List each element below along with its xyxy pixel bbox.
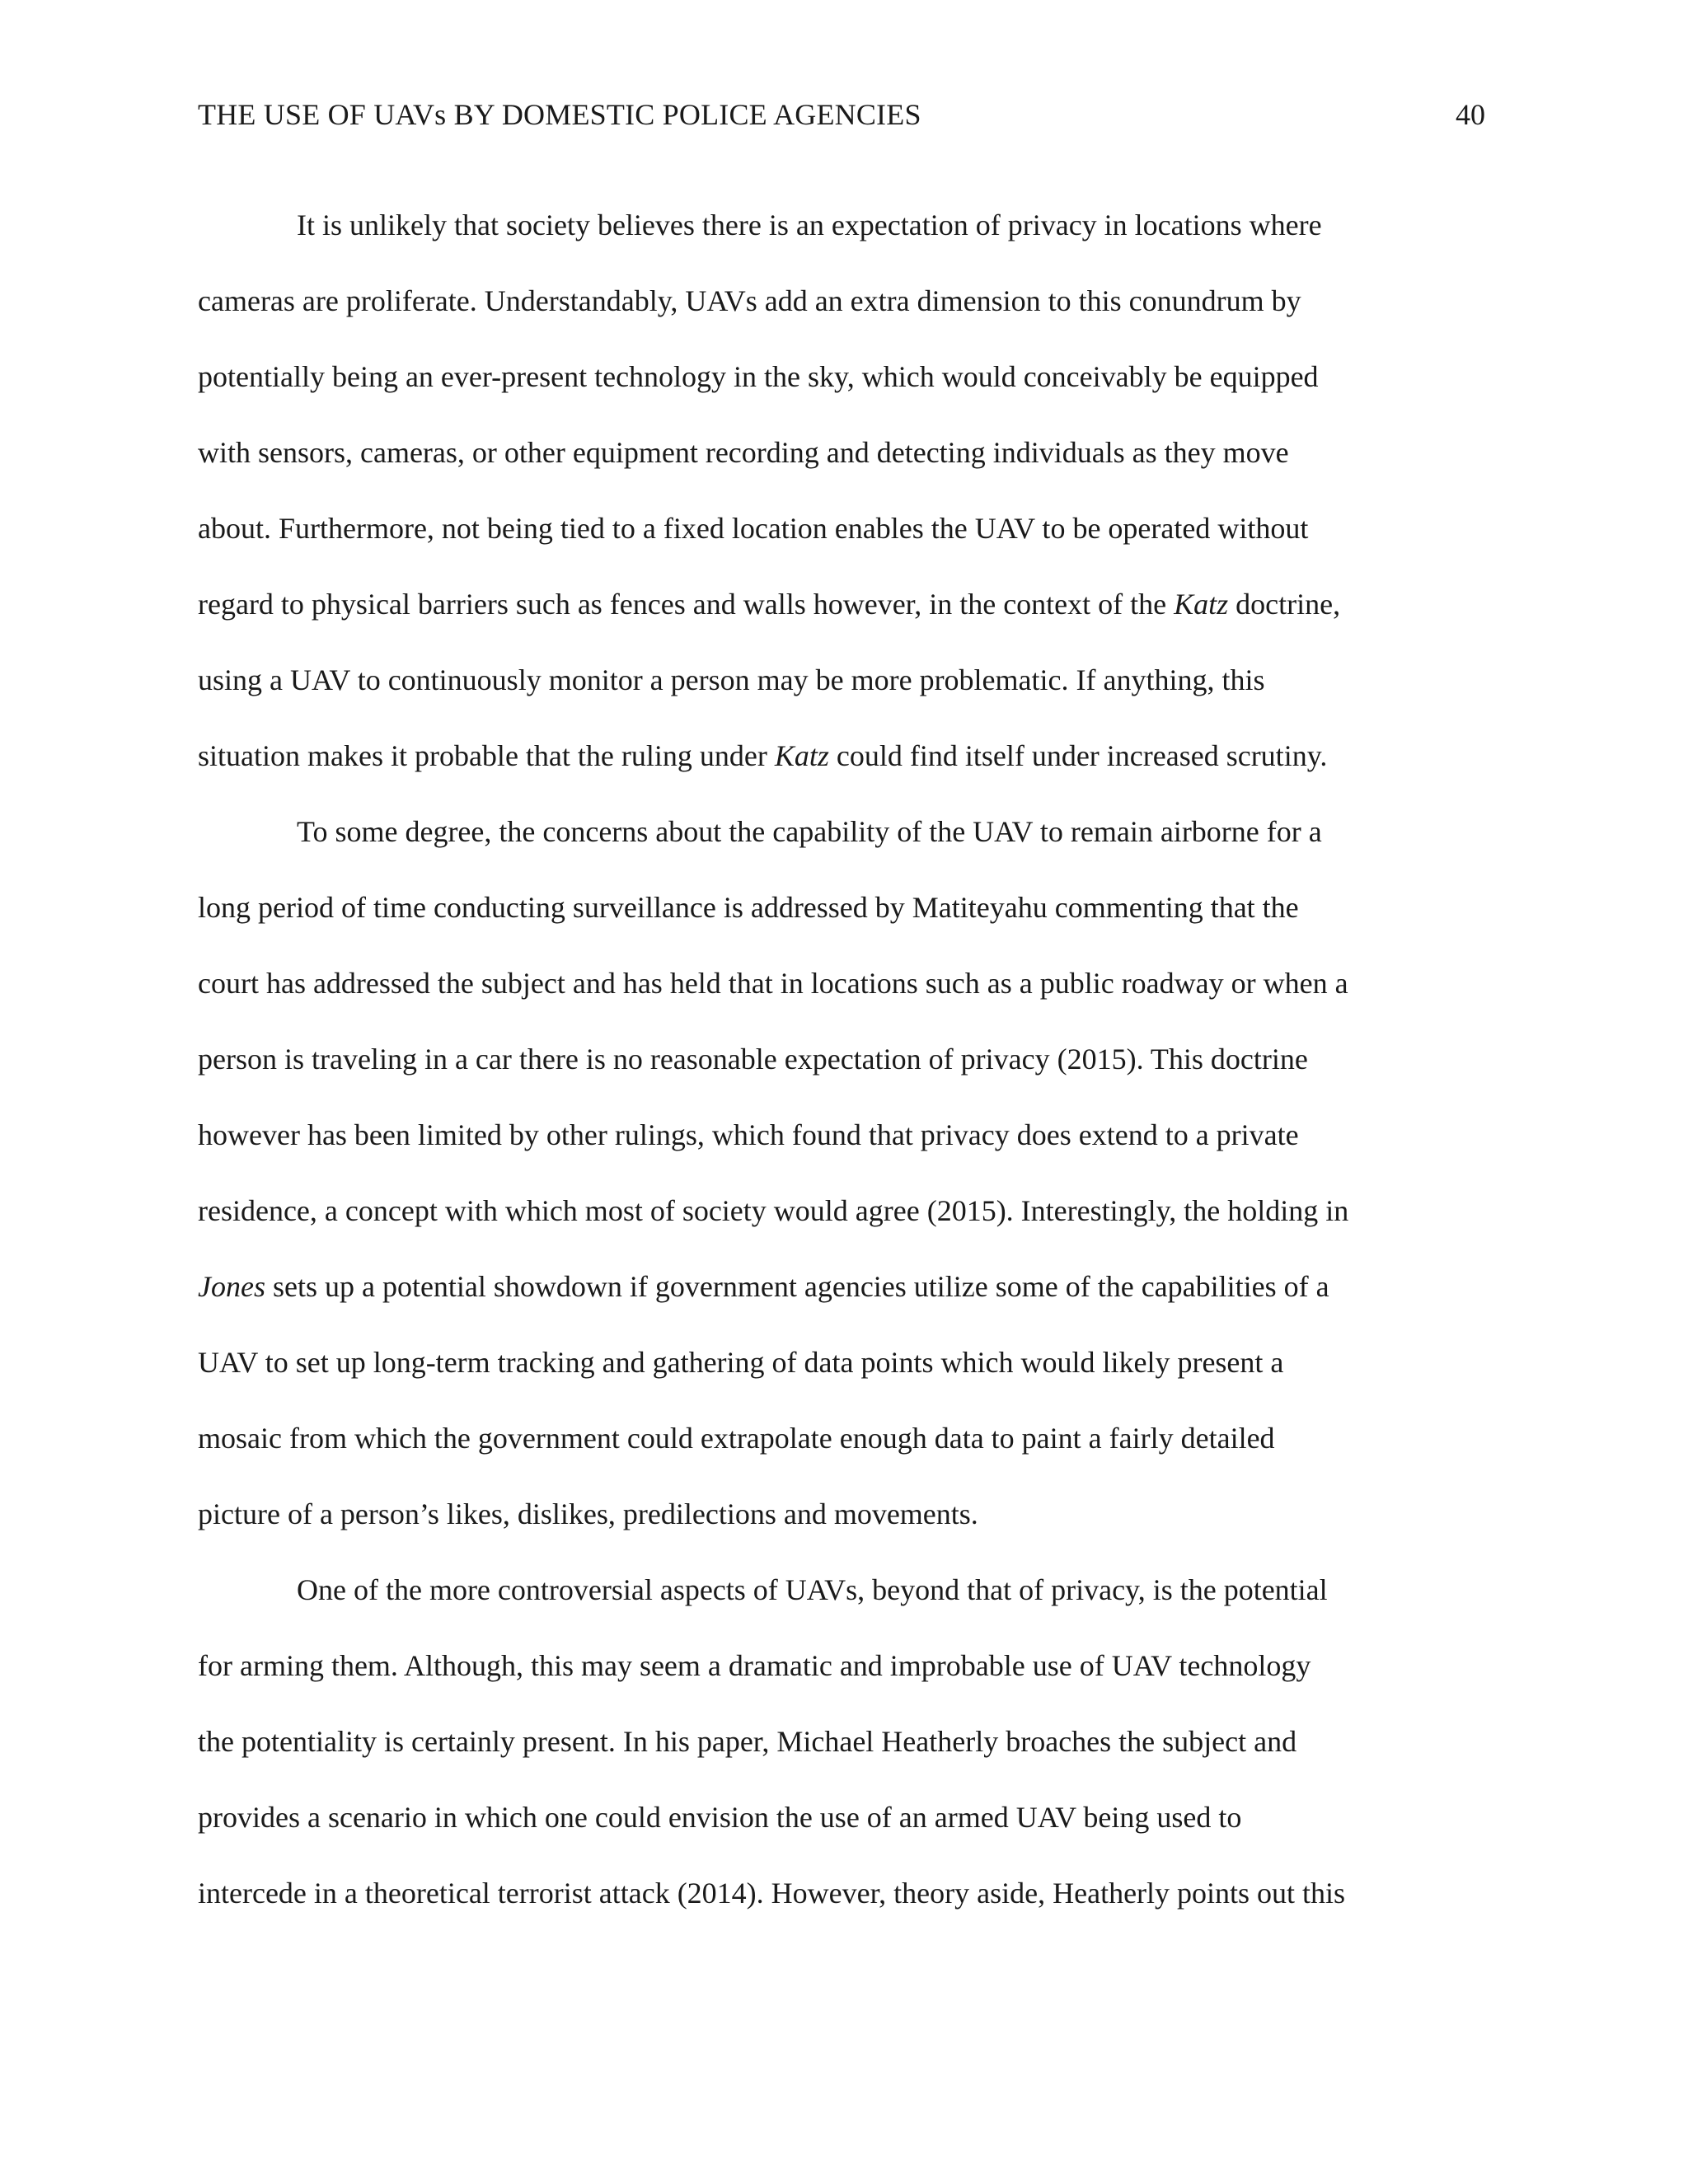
text-line: for arming them. Although, this may seem a dramatic and improbable use of UAV technology <box>198 1649 1311 1682</box>
case-name-italic: Katz <box>774 739 829 772</box>
text-line: One of the more controversial aspects of UAVs, beyond that of privacy, is the potential <box>297 1573 1328 1606</box>
text-line: provides a scenario in which one could envision the use of an armed UAV being used to <box>198 1801 1242 1834</box>
text-line <box>198 1249 1469 1324</box>
text-line: with sensors, cameras, or other equipment recording and detecting individuals as they move <box>198 436 1289 469</box>
text-segment: could find itself under increased scrutiny. <box>828 739 1328 772</box>
text-line: intercede in a theoretical terrorist attack (2014). However, theory aside, Heatherly points out this <box>198 1877 1346 1910</box>
page-number: 40 <box>1456 98 1485 131</box>
text-segment: regard to physical barriers such as fences and walls however, in the context of the <box>198 588 1175 621</box>
running-head: THE USE OF UAVs BY DOMESTIC POLICE AGENCIES <box>198 98 921 131</box>
text-line: using a UAV to continuously monitor a person may be more problematic. If anything, this <box>198 663 1265 696</box>
text-line: cameras are proliferate. Understandably, UAVs add an extra dimension to this conundrum by <box>198 284 1301 317</box>
text-line: residence, a concept with which most of society would agree (2015). Interestingly, the holding in <box>198 1194 1349 1227</box>
text-line: person is traveling in a car there is no reasonable expectation of privacy (2015). This doctrine <box>198 1043 1308 1076</box>
text-segment: sets up a potential showdown if government agencies utilize some of the capabilities of a <box>265 1270 1329 1303</box>
body-text <box>198 187 1469 1931</box>
case-name-italic: Katz <box>1174 588 1229 621</box>
text-line: picture of a person’s likes, dislikes, predilections and movements. <box>198 1497 978 1530</box>
text-line: potentially being an ever-present technology in the sky, which would conceivably be equipped <box>198 360 1319 393</box>
text-line: long period of time conducting surveillance is addressed by Matiteyahu commenting that the <box>198 891 1299 924</box>
text-line: however has been limited by other rulings, which found that privacy does extend to a private <box>198 1118 1299 1151</box>
text-segment: situation makes it probable that the ruling under <box>198 739 775 772</box>
text-line <box>198 718 1469 794</box>
text-line: mosaic from which the government could extrapolate enough data to paint a fairly detailed <box>198 1422 1275 1455</box>
text-line: court has addressed the subject and has held that in locations such as a public roadway or when a <box>198 967 1348 1000</box>
page-header <box>198 97 1485 138</box>
text-line: It is unlikely that society believes there is an expectation of privacy in locations where <box>297 209 1322 241</box>
text-segment: doctrine, <box>1228 588 1341 621</box>
text-line <box>198 566 1469 642</box>
text-line: UAV to set up long-term tracking and gathering of data points which would likely present a <box>198 1346 1284 1379</box>
text-line: the potentiality is certainly present. In his paper, Michael Heatherly broaches the subject and <box>198 1725 1297 1758</box>
case-name-italic: Jones <box>198 1270 265 1303</box>
text-line: To some degree, the concerns about the capability of the UAV to remain airborne for a <box>297 815 1322 848</box>
text-line: about. Furthermore, not being tied to a fixed location enables the UAV to be operated without <box>198 512 1309 545</box>
